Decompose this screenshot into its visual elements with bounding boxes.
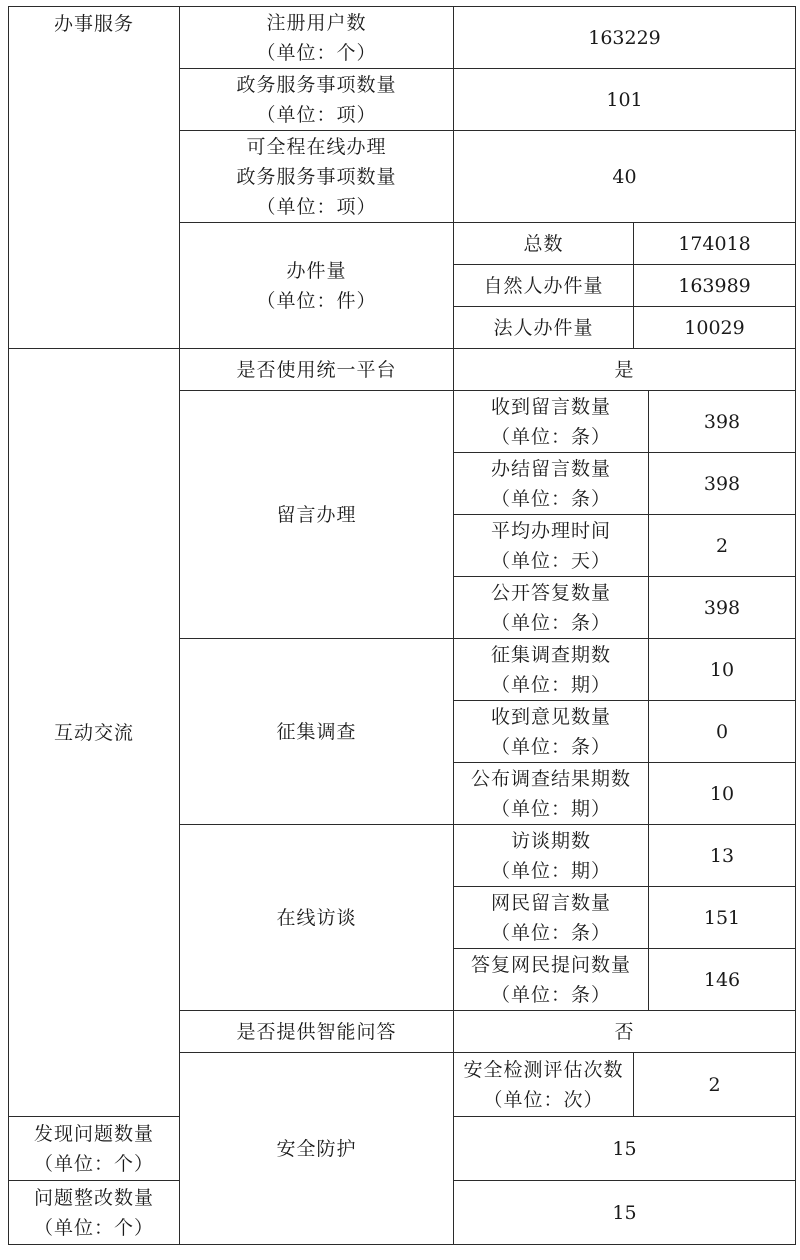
category-interaction: 互动交流 (9, 349, 180, 1117)
value-answers: 146 (649, 949, 796, 1011)
label-evaluations: 安全检测评估次数 （单位：次） (454, 1053, 634, 1117)
value-issues-fixed: 15 (454, 1181, 796, 1245)
value-cases-total: 174018 (634, 223, 796, 265)
label-survey: 征集调查 (180, 639, 454, 825)
value-evaluations: 2 (634, 1053, 796, 1117)
value-smart-qa: 否 (454, 1011, 796, 1053)
label-registered-users: 注册用户数 （单位：个） (180, 7, 454, 69)
value-cases-natural: 163989 (634, 265, 796, 307)
label-survey-periods: 征集调查期数 （单位：期） (454, 639, 649, 701)
label-issues-fixed: 问题整改数量 （单位：个） (9, 1181, 180, 1245)
label-cases-natural: 自然人办件量 (454, 265, 634, 307)
value-interview-periods: 13 (649, 825, 796, 887)
category-security: 安全防护 (180, 1053, 454, 1245)
value-cases-legal: 10029 (634, 307, 796, 349)
label-interview-periods: 访谈期数 （单位：期） (454, 825, 649, 887)
label-survey-opinions: 收到意见数量 （单位：条） (454, 701, 649, 763)
value-msg-concluded: 398 (649, 453, 796, 515)
label-survey-results: 公布调查结果期数 （单位：期） (454, 763, 649, 825)
value-survey-periods: 10 (649, 639, 796, 701)
label-avg-time: 平均办理时间 （单位：天） (454, 515, 649, 577)
table-row (9, 7, 796, 69)
value-netizen-msgs: 151 (649, 887, 796, 949)
label-netizen-msgs: 网民留言数量 （单位：条） (454, 887, 649, 949)
value-public-replies: 398 (649, 577, 796, 639)
value-unified-platform: 是 (454, 349, 796, 391)
label-service-items: 政务服务事项数量 （单位：项） (180, 69, 454, 131)
label-smart-qa: 是否提供智能问答 (180, 1011, 454, 1053)
table-row (9, 349, 796, 391)
label-interview: 在线访谈 (180, 825, 454, 1011)
label-msg-received: 收到留言数量 （单位：条） (454, 391, 649, 453)
value-avg-time: 2 (649, 515, 796, 577)
label-msg-concluded: 办结留言数量 （单位：条） (454, 453, 649, 515)
value-registered-users: 163229 (454, 7, 796, 69)
label-issues-found: 发现问题数量 （单位：个） (9, 1117, 180, 1181)
value-msg-received: 398 (649, 391, 796, 453)
label-cases-legal: 法人办件量 (454, 307, 634, 349)
category-service: 办事服务 (9, 7, 180, 349)
value-issues-found: 15 (454, 1117, 796, 1181)
label-unified-platform: 是否使用统一平台 (180, 349, 454, 391)
statistics-table (8, 6, 796, 1245)
value-survey-opinions: 0 (649, 701, 796, 763)
value-survey-results: 10 (649, 763, 796, 825)
label-answers: 答复网民提问数量 （单位：条） (454, 949, 649, 1011)
label-cases-total: 总数 (454, 223, 634, 265)
label-online-items: 可全程在线办理 政务服务事项数量 （单位：项） (180, 131, 454, 223)
value-online-items: 40 (454, 131, 796, 223)
label-messages: 留言办理 (180, 391, 454, 639)
value-service-items: 101 (454, 69, 796, 131)
label-public-replies: 公开答复数量 （单位：条） (454, 577, 649, 639)
label-cases: 办件量 （单位：件） (180, 223, 454, 349)
